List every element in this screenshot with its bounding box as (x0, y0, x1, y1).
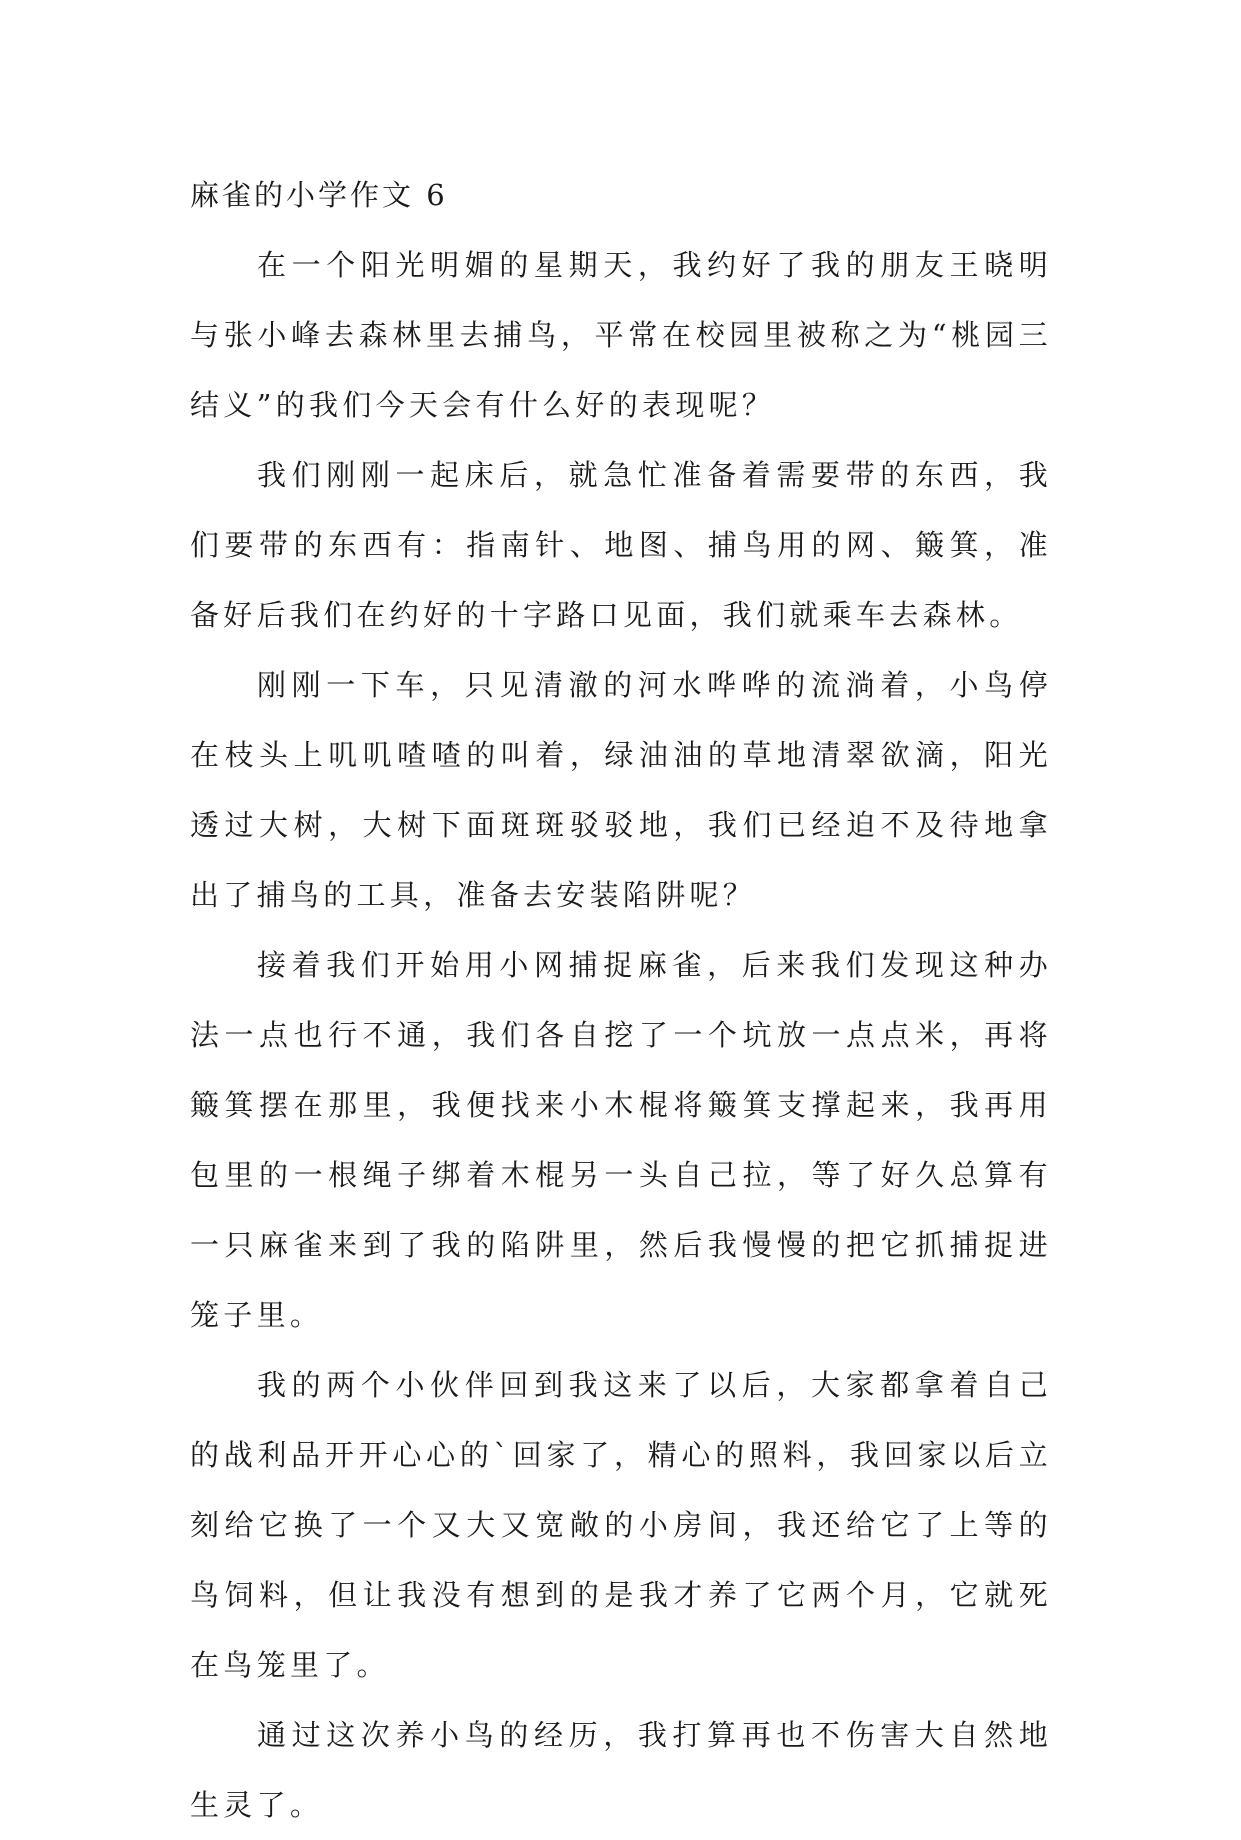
article-title: 麻雀的小学作文 6 (190, 178, 448, 212)
article-body (190, 160, 1052, 1840)
paragraph-2: 我们刚刚一起床后，就急忙准备着需要带的东西，我们要带的东西有：指南针、地图、捕鸟用的网、簸箕，准备好后我们在约好的十字路口见面，我们就乘车去森林。 (190, 458, 1052, 632)
paragraph-5: 我的两个小伙伴回到我这来了以后，大家都拿着自己的战利品开开心心的`回家了，精心的照料，我回家以后立刻给它换了一个又大又宽敞的小房间，我还给它了上等的鸟饲料，但让我没有想到的是我才养了它两个月，它就死在鸟笼里了。 (190, 1368, 1052, 1682)
paragraph-1: 在一个阳光明媚的星期天，我约好了我的朋友王晓明与张小峰去森林里去捕鸟，平常在校园里被称之为“桃园三结义”的我们今天会有什么好的表现呢？ (190, 248, 1052, 422)
paragraph-6: 通过这次养小鸟的经历，我打算再也不伤害大自然地生灵了。 (190, 1718, 1052, 1822)
paragraph-3: 刚刚一下车，只见清澈的河水哗哗的流淌着，小鸟停在枝头上叽叽喳喳的叫着，绿油油的草地清翠欲滴，阳光透过大树，大树下面斑斑驳驳地，我们已经迫不及待地拿出了捕鸟的工具，准备去安装陷阱呢？ (190, 668, 1052, 912)
paragraph-4: 接着我们开始用小网捕捉麻雀，后来我们发现这种办法一点也行不通，我们各自挖了一个坑放一点点米，再将簸箕摆在那里，我便找来小木棍将簸箕支撑起来，我再用包里的一根绳子绑着木棍另一头自己拉，等了好久总算有一只麻雀来到了我的陷阱里，然后我慢慢的把它抓捕捉进笼子里。 (190, 948, 1052, 1332)
